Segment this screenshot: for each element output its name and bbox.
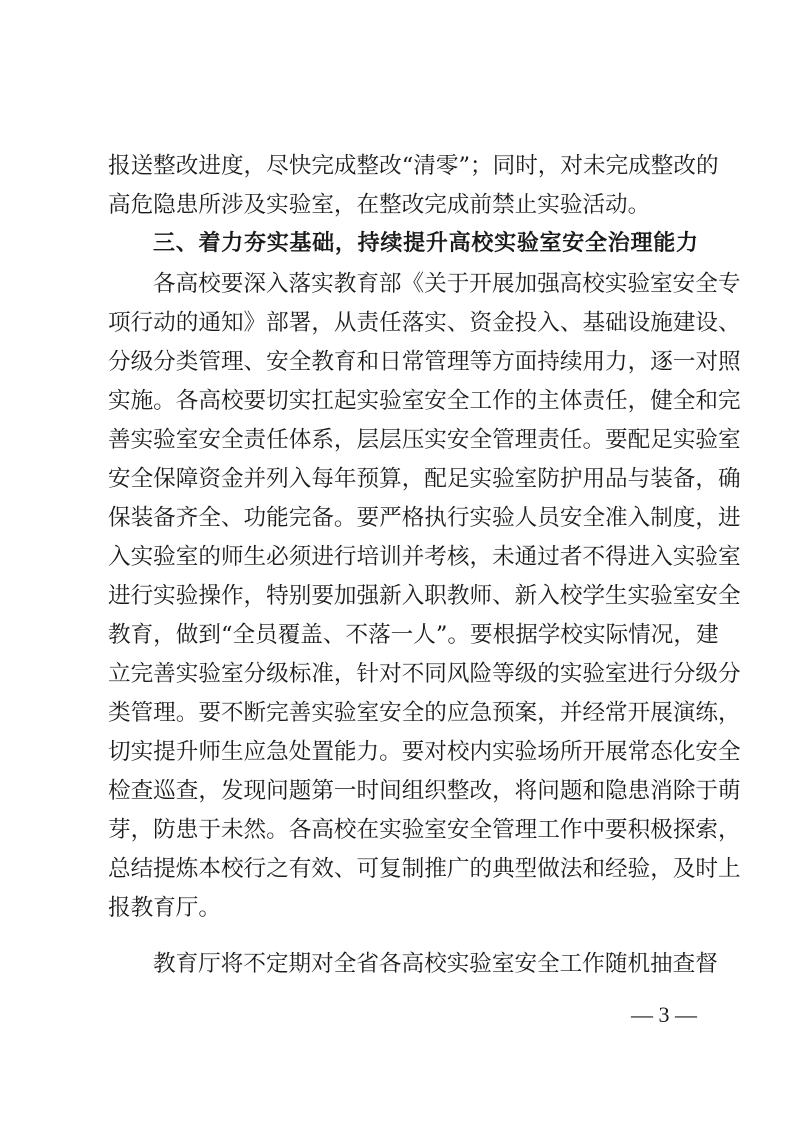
paragraph-line-12: 教育，做到“全员覆盖、不落一人”。要根据学校实际情况，建 xyxy=(108,622,719,648)
paragraph-line-10: 入实验室的师生必须进行培训并考核，未通过者不得进入实验室 xyxy=(108,544,741,570)
paragraph-line-6: 实施。各高校要切实扛起实验室安全工作的主体责任，健全和完 xyxy=(108,388,741,414)
paragraph-line-1: 报送整改进度，尽快完成整改“清零”；同时，对未完成整改的 xyxy=(108,153,719,179)
paragraph-line-11: 进行实验操作，特别要加强新入职教师、新入校学生实验室安全 xyxy=(108,583,741,609)
paragraph-line-17: 芽，防患于未然。各高校在实验室安全管理工作中要积极探索， xyxy=(108,817,741,843)
paragraph-line-5: 分级分类管理、安全教育和日常管理等方面持续用力，逐一对照 xyxy=(108,349,741,375)
paragraph-line-16: 检查巡查，发现问题第一时间组织整改，将问题和隐患消除于萌 xyxy=(108,778,741,804)
section-heading: 三、着力夯实基础，持续提升高校实验室安全治理能力 xyxy=(153,231,698,256)
paragraph-line-20: 教育厅将不定期对全省各高校实验室安全工作随机抽查督 xyxy=(153,951,718,977)
paragraph-line-19: 报教育厅。 xyxy=(108,895,221,921)
paragraph-line-15: 切实提升师生应急处置能力。要对校内实验场所开展常态化安全 xyxy=(108,739,741,765)
paragraph-line-4: 项行动的通知》部署，从责任落实、资金投入、基础设施建设、 xyxy=(108,310,741,336)
page-number: — 3 — xyxy=(631,1002,697,1027)
paragraph-line-14: 类管理。要不断完善实验室安全的应急预案，并经常开展演练， xyxy=(108,700,741,726)
paragraph-line-8: 安全保障资金并列入每年预算，配足实验室防护用品与装备，确 xyxy=(108,466,741,492)
paragraph-line-18: 总结提炼本校行之有效、可复制推广的典型做法和经验，及时上 xyxy=(108,856,741,882)
paragraph-line-13: 立完善实验室分级标准，针对不同风险等级的实验室进行分级分 xyxy=(108,661,741,687)
paragraph-line-9: 保装备齐全、功能完备。要严格执行实验人员安全准入制度，进 xyxy=(108,505,741,531)
paragraph-line-7: 善实验室安全责任体系，层层压实安全管理责任。要配足实验室 xyxy=(108,427,741,453)
paragraph-line-2: 高危隐患所涉及实验室，在整改完成前禁止实验活动。 xyxy=(108,192,651,218)
paragraph-line-3: 各高校要深入落实教育部《关于开展加强高校实验室安全专 xyxy=(153,271,741,297)
